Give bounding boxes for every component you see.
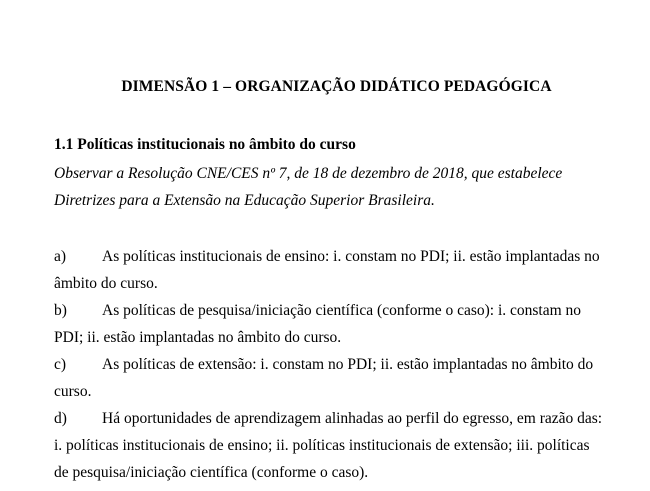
item-text: As políticas de extensão: i. constam no PDI; ii. estão implantadas no âmbito do	[102, 356, 594, 373]
item-marker: d)	[54, 410, 67, 427]
item-first-line	[54, 351, 624, 378]
note-line: Observar a Resolução CNE/CES nº 7, de 18 de dezembro de 2018, que estabelece	[54, 165, 563, 182]
section-title: 1.1 Políticas institucionais no âmbito do curso	[54, 136, 356, 153]
item-first-line	[54, 243, 624, 270]
section-note	[54, 160, 624, 214]
list-item	[54, 297, 624, 351]
item-marker: c)	[54, 356, 67, 373]
list-item	[54, 243, 624, 297]
item-text: PDI; ii. estão implantadas no âmbito do curso.	[54, 329, 342, 346]
list-item	[54, 405, 624, 486]
list-item	[54, 351, 624, 405]
item-marker: a)	[54, 248, 67, 265]
dimension-heading: DIMENSÃO 1 – ORGANIZAÇÃO DIDÁTICO PEDAGÓGICA	[121, 78, 552, 95]
item-text: âmbito do curso.	[54, 275, 158, 292]
item-text: As políticas institucionais de ensino: i. constam no PDI; ii. estão implantadas no	[102, 248, 600, 265]
item-text: i. políticas institucionais de ensino; ii. políticas institucionais de extensão; iii. políticas	[54, 437, 590, 454]
item-first-line	[54, 405, 624, 432]
item-text: As políticas de pesquisa/iniciação científica (conforme o caso): i. constam no	[102, 302, 582, 319]
note-line: Diretrizes para a Extensão na Educação Superior Brasileira.	[54, 192, 435, 209]
criteria-list	[54, 243, 624, 486]
item-text: de pesquisa/iniciação científica (conforme o caso).	[54, 464, 369, 481]
item-first-line	[54, 297, 624, 324]
item-marker: b)	[54, 302, 67, 319]
item-text: curso.	[54, 383, 92, 400]
item-text: Há oportunidades de aprendizagem alinhadas ao perfil do egresso, em razão das:	[102, 410, 603, 427]
